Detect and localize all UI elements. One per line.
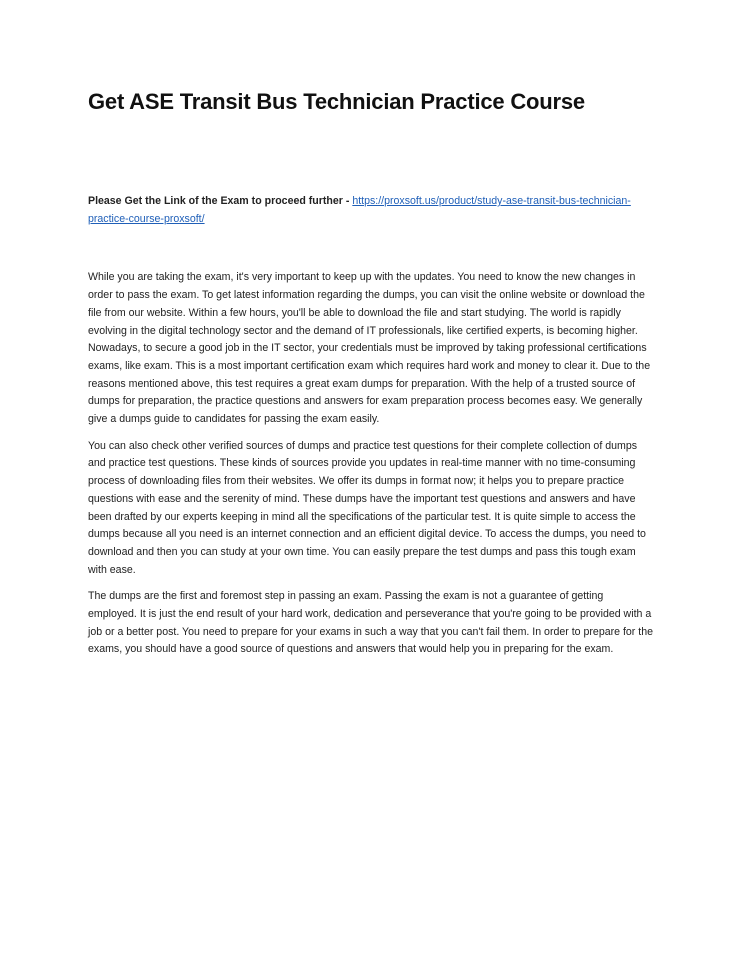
body-paragraph-2: You can also check other verified sources of dumps and practice test questions for their complete collection of dumps and practice test questions. These kinds of sources provide you updates in real-time manner with no time-consuming process of downloading files from their websites. We offer its dumps in format now; it helps you to prepare practice questions with ease and the serenity of mind. These dumps have the important test questions and answers and have been drafted by our experts keeping in mind all the specifications of the particular test. It is quite simple to access the dumps because all you need is an internet connection and an efficient digital device. To access the dumps, you need to download and then you can study at your own time. You can easily prepare the test dumps and pass this tough exam with ease. xyxy=(88,439,646,576)
body-paragraph-3: The dumps are the first and foremost step in passing an exam. Passing the exam is not a guarantee of getting employed. It is just the end result of your hard work, dedication and perseverance that you're going to be provided with a job or a better post. You need to prepare for your exams in such a way that you can't fail them. In order to prepare for the exams, you should have a good source of questions and answers that would help you in preparing for the exam. xyxy=(88,590,653,656)
exam-link-paragraph xyxy=(88,193,654,228)
link-lead-text: Please Get the Link of the Exam to proceed further - xyxy=(88,195,350,207)
document-body xyxy=(88,193,654,668)
page-title: Get ASE Transit Bus Technician Practice Course xyxy=(88,89,585,114)
body-paragraph-1: While you are taking the exam, it's very important to keep up with the updates. You need to know the new changes in order to pass the exam. To get latest information regarding the dumps, you can visit the online website or download the file from our website. Within a few hours, you'll be able to download the file and start studying. The world is rapidly evolving in the digital technology sector and the demand of IT professionals, like certified experts, is becoming higher. Nowadays, to secure a good job in the IT sector, your credentials must be improved by taking professional certifications exams, like exam. This is a most important certification exam which requires hard work and money to clear it. Due to the reasons mentioned above, this test requires a great exam dumps for preparation. With the help of a trusted source of dumps for preparation, the practice questions and answers for exam preparation process becomes easy. We generally give a dumps guide to candidates for passing the exam easily. xyxy=(88,271,651,426)
exam-link[interactable]: https://proxsoft.us/product/study-ase-transit-bus-technician-practice-course-proxsoft/ xyxy=(88,195,631,225)
